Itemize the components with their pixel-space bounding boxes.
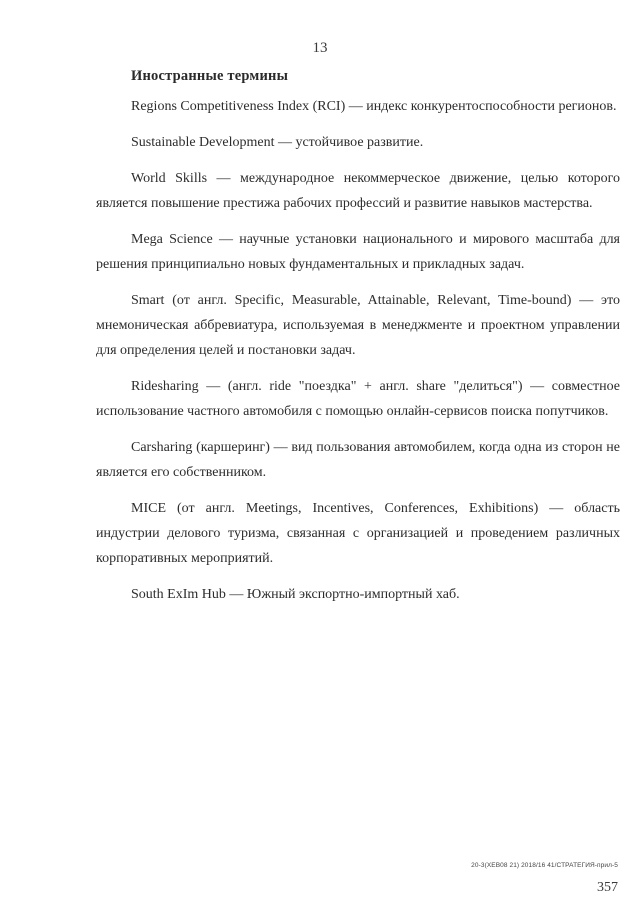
term-paragraph: Sustainable Development — устойчивое развитие. [131,135,424,150]
section-heading: Иностранные термины [131,68,289,84]
term-paragraph: South ExIm Hub — Южный экспортно-импортный хаб. [131,587,460,602]
term-paragraph: Mega Science — научные установки национального и мирового масштаба для решения принципиально новых фундаментальных и прикладных задач. [96,232,620,272]
footer-page-number: 357 [597,880,618,895]
term-paragraph: World Skills — международное некоммерческое движение, целью которого является повышение престижа рабочих профессий и развитие навыков мастерства. [96,171,620,211]
term-paragraph: Carsharing (каршеринг) — вид пользования автомобилем, когда одна из сторон не является его собственником. [96,440,620,480]
term-paragraph: MICE (от англ. Meetings, Incentives, Conferences, Exhibitions) — область индустрии делового туризма, связанная с организацией и проведением различных корпоративных мероприятий. [96,501,620,566]
footer-document-code: 20-3(XEB08 21) 2018/16 41/СТРАТЕГИЯ-прил-5 [471,862,618,869]
term-paragraph: Smart (от англ. Specific, Measurable, Attainable, Relevant, Time-bound) — это мнемоническая аббревиатура, используемая в менеджменте и проектном управлении для определения целей и постановки задач. [96,293,620,358]
page-number: 13 [312,40,328,56]
term-paragraph: Ridesharing — (англ. ride "поездка" + англ. share "делиться") — совместное использование частного автомобиля с помощью онлайн-сервисов поиска попутчиков. [96,379,620,419]
terms-list [96,94,620,618]
term-paragraph: Regions Competitiveness Index (RCI) — индекс конкурентоспособности регионов. [131,99,617,114]
